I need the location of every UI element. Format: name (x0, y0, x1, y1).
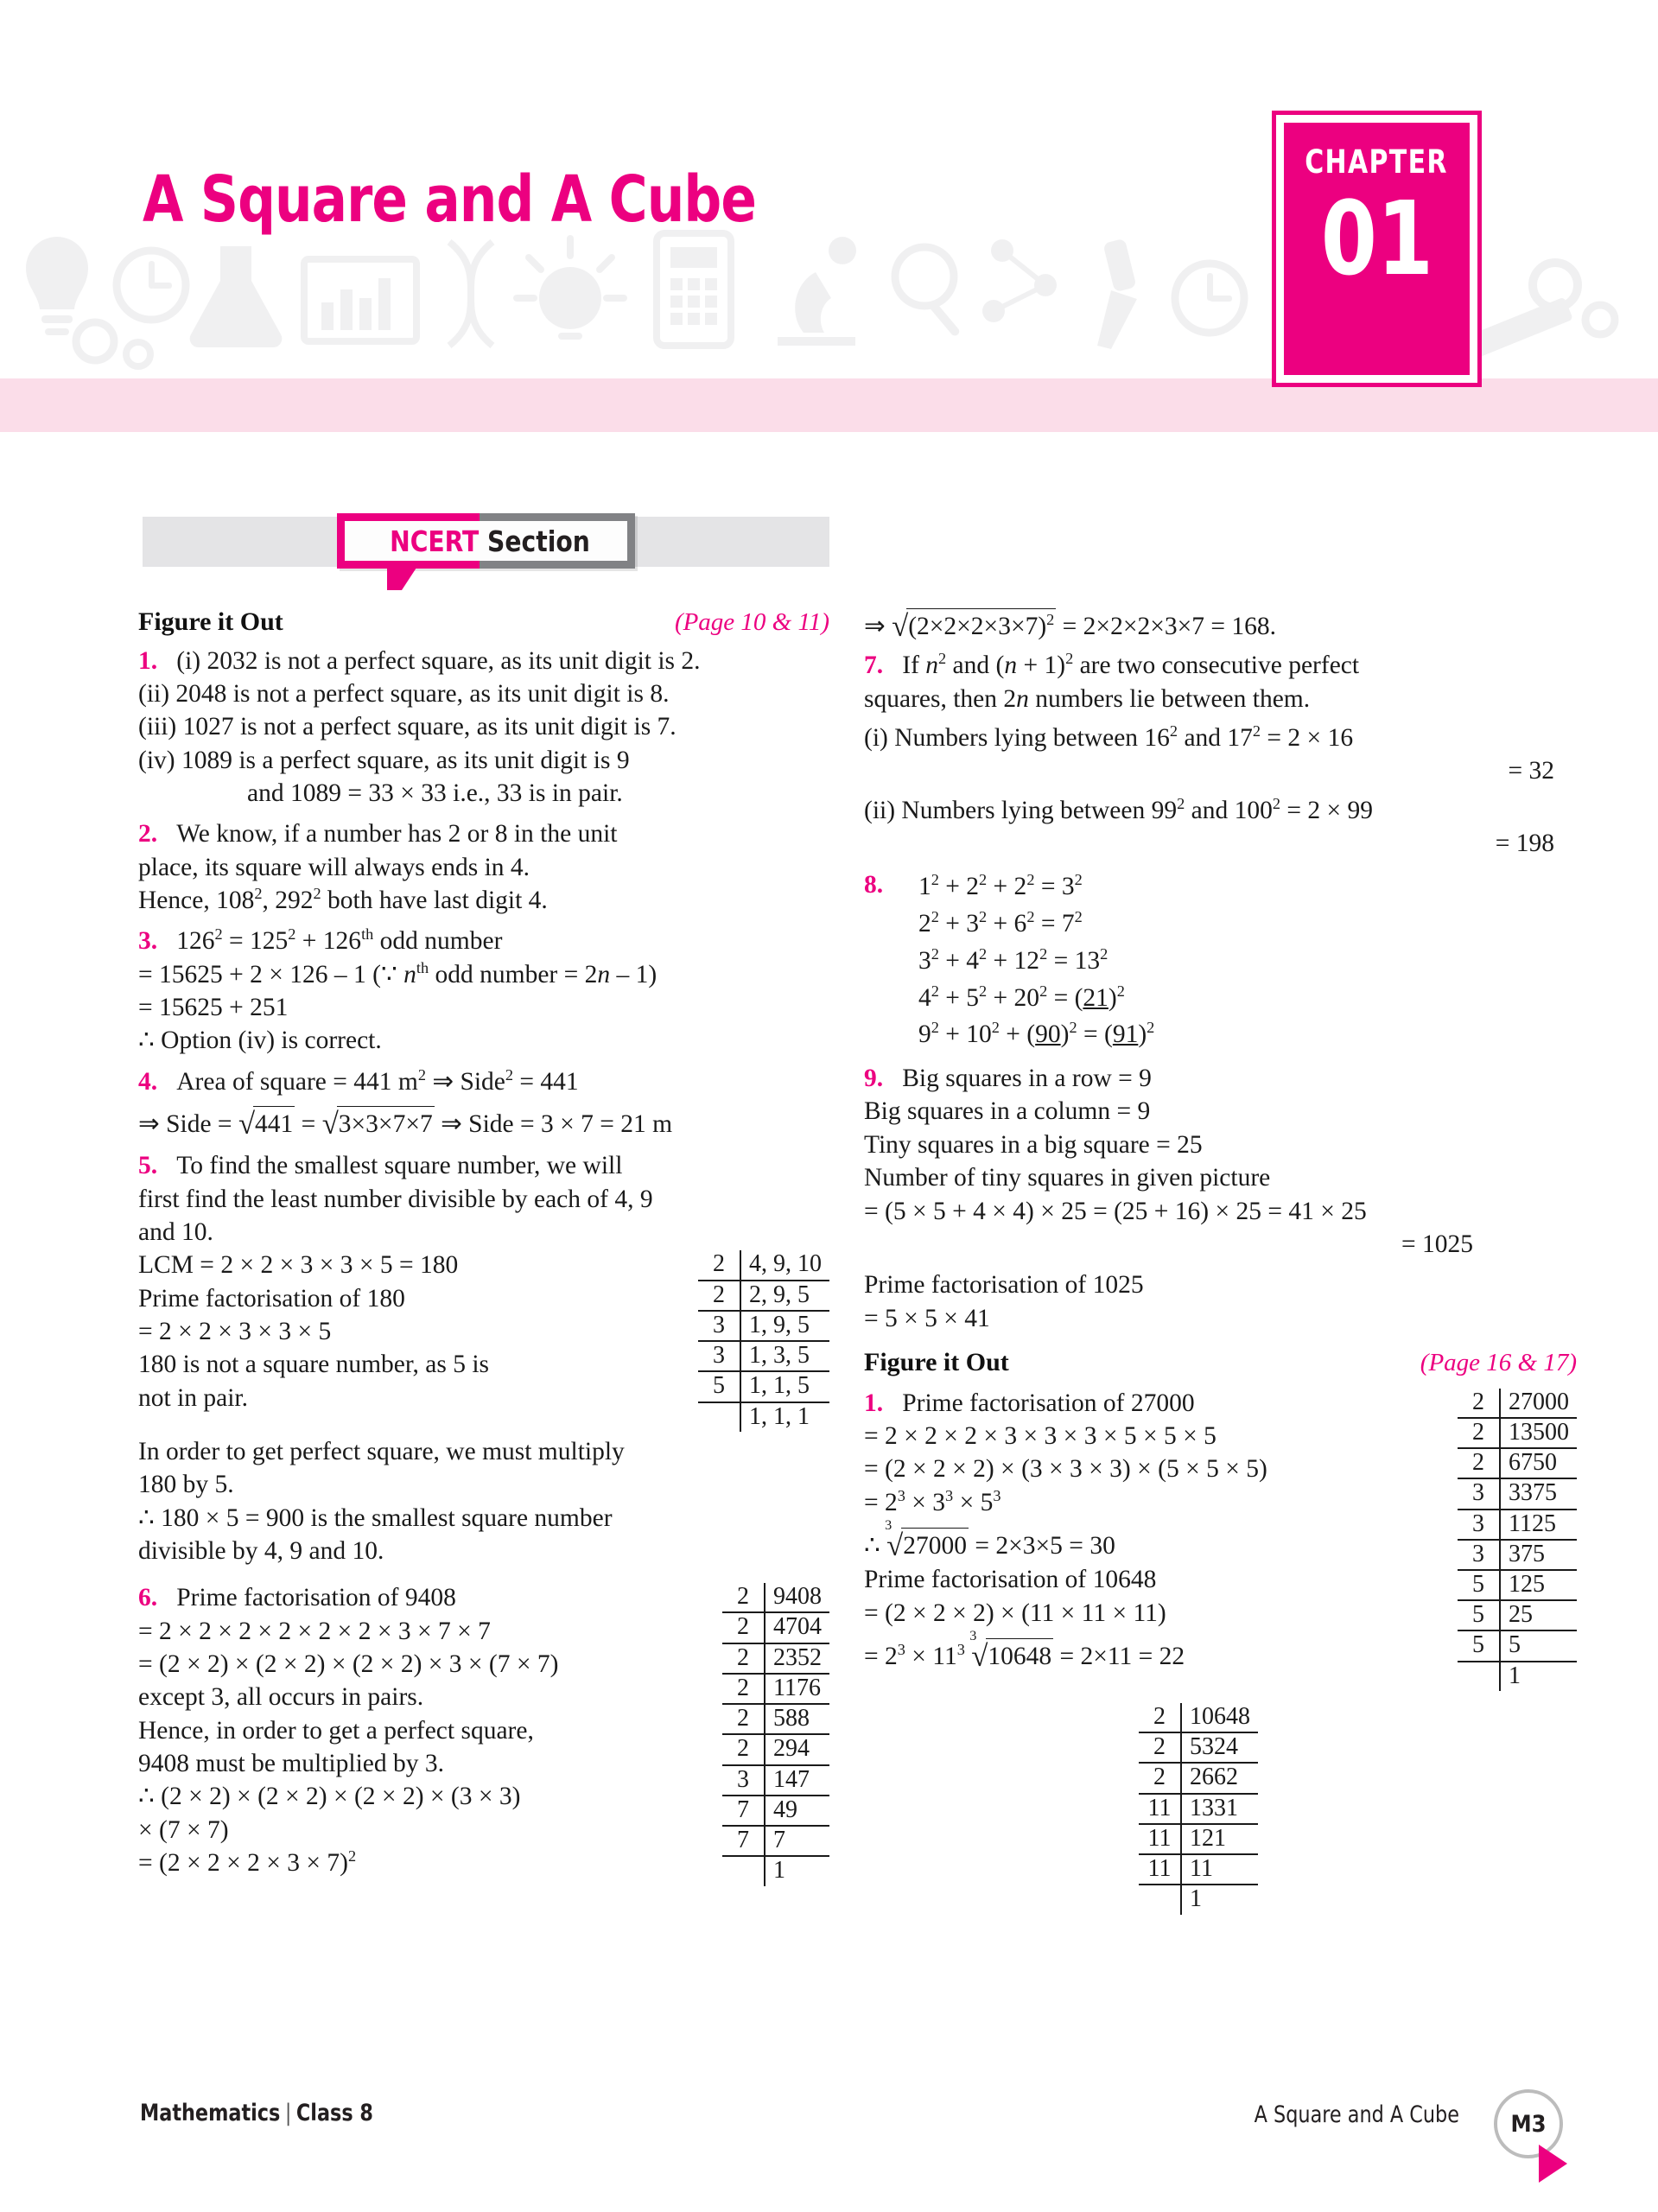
table-row (1458, 1630, 1577, 1661)
division-table-divisor: 2 (1458, 1418, 1500, 1448)
ncert-label-secondary: Section (487, 524, 590, 558)
ncert-pointer-icon (387, 568, 416, 590)
answer-text: Area of square = 441 m (176, 1067, 418, 1096)
answer-2: 2. We know, if a number has 2 or 8 in the unit place, its square will always ends in 4. Hence, $108^2$, $292^2$ both have last digit 4. (138, 820, 618, 915)
answer-text: = 2 × 2 × 2 × 3 × 3 × 3 × 5 × 5 × 5 (864, 1421, 1217, 1450)
division-table-divisor: 11 (1139, 1854, 1181, 1885)
ordinal-suffix: th (361, 925, 374, 944)
equation-line: $4^2 + 5^2 + 20^2 = (21)^2$ (918, 982, 1125, 1012)
table-row (1458, 1570, 1577, 1600)
table-row (698, 1402, 829, 1432)
left-column (138, 605, 829, 1890)
division-table-quotient: 1 (1190, 1885, 1202, 1913)
answer-text: × 3 (905, 1488, 946, 1516)
division-table-quotient: 7 (765, 1826, 829, 1856)
table-row (722, 1765, 829, 1796)
answer-text: ⇒ Side = (138, 1110, 238, 1139)
equation-list (918, 868, 1154, 1053)
answer-text: In order to get perfect square, we must multiply (138, 1437, 625, 1465)
answer-text: = 125 (222, 927, 289, 956)
footer-left (140, 2100, 373, 2126)
division-table-divisor: 5 (698, 1371, 740, 1402)
answer-text: (i) Numbers lying between 16 (864, 723, 1170, 752)
variable-n: n (1016, 684, 1029, 713)
division-table-divisor: 2 (1458, 1448, 1500, 1478)
answer-text: ⇒ Side (425, 1067, 505, 1096)
answer-1 (138, 645, 829, 810)
division-table-divisor: 2 (722, 1734, 765, 1764)
answer-number: 8. (864, 871, 884, 899)
page-number-badge: M3 (1494, 2089, 1563, 2158)
exponent: 2 (1046, 611, 1055, 629)
table-row (698, 1250, 829, 1280)
division-table-divisor: 2 (1458, 1389, 1500, 1418)
cube-root-icon: 3 √27000 (885, 1516, 968, 1562)
division-table-divisor: 2 (698, 1281, 740, 1311)
division-table-divisor: 2 (1139, 1703, 1181, 1732)
section-pages: (Page 16 & 17) (1420, 1348, 1577, 1376)
answer-text: odd number = 2 (429, 960, 598, 988)
answer-text: = 2 × 2 × 2 × 2 × 2 × 2 × 3 × 7 × 7 (138, 1617, 491, 1645)
division-table-quotient: 25 (1500, 1600, 1577, 1630)
division-table-quotient: 1 (773, 1857, 785, 1885)
division-table-quotient: 1176 (765, 1674, 829, 1704)
answer-text: = (5 × 5 + 4 × 4) × 25 = (25 + 16) × 25 = 41 × 25 (864, 1197, 1367, 1225)
division-table-quotient: 1 (1509, 1662, 1521, 1689)
answer-s2-1: 2 27000 2 13500 2 6750 3 3375 3 1125 3 375 5 125 5 25 5 5 1 1. Prime factorisation of 27000 = 2 × 2 × 2 × 3 × 3 × 3 × 5 × 5 × 5 = (2 × 2 × 2) × (3 × 3 × 3) × (5 × 5 × 5) = $2^3 \times 3^3 \times 5^3$ ∴ 3 √27000 = 2×3×5 = 30 Prime factorisation of 10648 = (2 × 2 × 2) × (11 × 11 × 11) = $2^3 \times 11^3$ 3 √10648 = 2×11 = 22 2 10648 2 5324 2 2662 11 1331 11 121 11 11 1 (864, 1387, 1577, 1915)
answer-text: ⇒ (864, 613, 893, 640)
answer-text: = 15625 + 2 × 126 – 1 (∵ (138, 960, 404, 988)
answer-text: = 2×11 = 22 (1053, 1642, 1185, 1670)
division-table-10648 (1139, 1703, 1258, 1915)
variable-n: n (925, 652, 939, 680)
division-table-quotient: 2352 (765, 1643, 829, 1674)
answer-number: 9. (864, 1065, 884, 1093)
answer-9 (864, 1062, 1577, 1335)
answer-text: first find the least number divisible by each of 4, 9 (138, 1185, 653, 1213)
page-arrow-icon (1539, 2145, 1567, 2183)
division-table-quotient: 27000 (1500, 1389, 1577, 1418)
answer-3: 3. $126^2 = 125^2 + 126th$ odd number = 15625 + 2 × 126 – 1 (∵ $n^{th}$ odd number = 2n – 1) = 15625 + 251 ∴ Option (iv) is correct. (138, 925, 657, 1055)
table-row (1139, 1854, 1258, 1885)
division-table-divisor: 3 (698, 1341, 740, 1371)
answer-text: Number of tiny squares in given picture (864, 1164, 1271, 1192)
answer-text: not in pair. (138, 1383, 249, 1412)
division-table-divisor (1458, 1662, 1500, 1691)
answer-8 (864, 868, 1577, 1053)
table-row (1458, 1478, 1577, 1509)
equation-line: $9^2 + 10^2 + (90)^2 = (91)^2$ (918, 1019, 1155, 1049)
table-row (698, 1341, 829, 1371)
page-header (0, 0, 1658, 432)
division-table-body (698, 1250, 829, 1431)
answer-7: 7. If $n^2$ and $(n + 1)^2$ are two consecutive perfect squares, then 2n numbers lie between them. (i) Numbers lying between $16^2$ and $17^2 = 2 \times 16$ = 32 (ii) Numbers lying between $99^2$ and $100^2 = 2 \times 99$ = 198 (864, 650, 1554, 857)
answer-text: (ii) Numbers lying between 99 (864, 796, 1178, 824)
division-table-divisor (1139, 1885, 1181, 1914)
answer-text: = 15625 + 251 (138, 994, 289, 1022)
table-row (1458, 1389, 1577, 1418)
table-row (1139, 1703, 1258, 1732)
answer-text: × 11 (905, 1642, 957, 1670)
answer-text: and ( (946, 652, 1005, 680)
square-root-icon: √3×3×7×7 (321, 1107, 433, 1141)
variable-n: n (597, 960, 611, 988)
answer-text: odd number (373, 927, 503, 956)
answer-text: both have last digit 4. (321, 887, 548, 915)
answer-text: numbers lie between them. (1028, 684, 1311, 713)
section-header-2 (864, 1345, 1577, 1380)
division-table-quotient: 147 (765, 1765, 829, 1796)
division-table-body (1139, 1703, 1258, 1915)
section-title: Figure it Out (138, 607, 283, 636)
footer-subject: Mathematics (140, 2100, 281, 2126)
continued-equation (864, 605, 1577, 644)
page-footer (0, 2100, 1658, 2195)
equation-line: $1^2 + 2^2 + 2^2 = 3^2$ (918, 871, 1083, 901)
division-table-lcm (698, 1250, 829, 1431)
table-row (722, 1674, 829, 1704)
answer-text: and 100 (1185, 796, 1273, 824)
division-table-quotient: 13500 (1500, 1418, 1577, 1448)
answer-text: To find the smallest square number, we will (176, 1152, 623, 1180)
right-column (864, 605, 1577, 1923)
variable-n: n (403, 960, 416, 988)
ordinal-suffix: th (416, 958, 429, 976)
answer-number: 3. (138, 927, 158, 956)
answer-text: ⇒ Side = 3 × 7 = 21 m (434, 1110, 673, 1139)
chapter-badge-label: CHAPTER (1305, 143, 1449, 181)
division-table-divisor: 2 (722, 1643, 765, 1674)
division-table-quotient: 1, 3, 5 (740, 1341, 829, 1371)
answer-text: = (2 × 2 × 2 × 3 × 7) (138, 1848, 348, 1877)
division-table-27000 (1458, 1389, 1577, 1691)
answer-text: LCM = 2 × 2 × 3 × 3 × 5 = 180 (138, 1251, 459, 1280)
square-root-icon: $√(2\times 2\times 2\times 3\times 7)^2$ (892, 609, 1055, 643)
division-table-quotient: 49 (765, 1796, 829, 1826)
answer-text: = 2 × 16 (1261, 723, 1354, 752)
division-table-9408 (722, 1583, 829, 1885)
division-table-divisor (722, 1856, 765, 1885)
division-table-quotient: 1, 1, 1 (749, 1402, 810, 1430)
division-table-divisor: 2 (1139, 1732, 1181, 1763)
answer-text: = (2 × 2) × (2 × 2) × (2 × 2) × 3 × (7 × 7) (138, 1649, 559, 1678)
footer-class: Class 8 (295, 2100, 373, 2126)
answer-number: 5. (138, 1152, 158, 1180)
answer-text: (iii) 1027 is not a perfect square, as its unit digit is 7. (138, 713, 677, 741)
division-table-divisor: 3 (698, 1311, 740, 1341)
answer-text: × (7 × 7) (138, 1815, 229, 1844)
answer-text: , 292 (262, 887, 314, 915)
answer-text: ∴ (2 × 2) × (2 × 2) × (2 × 2) × (3 × 3) (138, 1783, 521, 1811)
answer-text: = 2×2×2×3×7 = 168. (1056, 613, 1276, 640)
division-table-quotient: 4, 9, 10 (740, 1250, 829, 1280)
answer-text: squares, then 2 (864, 684, 1017, 713)
table-row (1458, 1540, 1577, 1570)
division-table-quotient: 5 (1500, 1630, 1577, 1661)
division-table-body (1458, 1389, 1577, 1691)
table-row (1139, 1824, 1258, 1854)
section-header-1 (138, 605, 829, 639)
division-table-divisor: 2 (698, 1250, 740, 1280)
table-row (698, 1281, 829, 1311)
division-table-quotient: 1, 1, 5 (740, 1371, 829, 1402)
division-table-quotient: 1125 (1500, 1510, 1577, 1540)
answer-text: ∴ 180 × 5 = 900 is the smallest square number (138, 1503, 613, 1532)
division-table-quotient: 1331 (1181, 1794, 1258, 1824)
answer-text: = 2 (864, 1488, 898, 1516)
division-table-quotient: 11 (1181, 1854, 1258, 1885)
table-row (1458, 1510, 1577, 1540)
answer-text: Big squares in a column = 9 (864, 1097, 1151, 1126)
division-table-quotient: 294 (765, 1734, 829, 1764)
answer-text: We know, if a number has 2 or 8 in the unit (176, 820, 618, 849)
division-table-quotient: 10648 (1181, 1703, 1258, 1732)
answer-5 (138, 1149, 829, 1567)
answer-text: = 2 × 99 (1280, 796, 1374, 824)
table-row (1139, 1732, 1258, 1763)
answer-text: ∴ Option (iv) is correct. (138, 1027, 382, 1055)
answer-text: = 441 (513, 1067, 579, 1096)
answer-text: = 2 × 2 × 3 × 3 × 5 (138, 1318, 332, 1346)
division-table-divisor: 2 (722, 1612, 765, 1643)
answer-number: 1. (864, 1389, 884, 1417)
table-row (1139, 1885, 1258, 1914)
ncert-section-badge (143, 513, 829, 575)
answer-text: and 1089 = 33 × 33 i.e., 33 is in pair. (247, 779, 623, 808)
answer-text: and 17 (1178, 723, 1253, 752)
answer-text: Prime factorisation of 10648 (864, 1566, 1157, 1594)
answer-text: Prime factorisation of 1025 (864, 1271, 1144, 1300)
division-table-divisor: 2 (722, 1704, 765, 1734)
ncert-label-box (337, 513, 635, 569)
answer-text: + 126 (295, 927, 362, 956)
division-table-divisor: 7 (722, 1826, 765, 1856)
footer-chapter-name: A Square and A Cube (1254, 2101, 1459, 2128)
answer-text: 180 is not a square number, as 5 is (138, 1351, 490, 1379)
variable-n: n (1004, 652, 1018, 680)
division-table-quotient: 125 (1500, 1570, 1577, 1600)
answer-text: Prime factorisation of 9408 (176, 1584, 456, 1612)
division-table-quotient: 121 (1181, 1824, 1258, 1854)
table-row (722, 1643, 829, 1674)
table-row (1139, 1794, 1258, 1824)
division-table-divisor: 3 (1458, 1510, 1500, 1540)
table-row (1458, 1600, 1577, 1630)
answer-4: 4. Area of square = 441 $m^2$ ⇒ Side$^2$ = 441 ⇒ Side = √441 = √3×3×7×7 ⇒ Side = 3 × 7 = 21 m (138, 1065, 673, 1141)
table-row (722, 1612, 829, 1643)
answer-text: Prime factorisation of 27000 (902, 1389, 1195, 1417)
answer-text: (ii) 2048 is not a perfect square, as its unit digit is 8. (138, 680, 670, 709)
division-table-divisor: 5 (1458, 1630, 1500, 1661)
cube-root-icon: 3 √10648 (969, 1627, 1052, 1673)
table-row (722, 1583, 829, 1612)
answer-number: 4. (138, 1067, 158, 1096)
answer-text: × 5 (953, 1488, 994, 1516)
answer-text: 126 (176, 927, 215, 956)
answer-text: ∴ (864, 1531, 887, 1560)
answer-text: Hence, in order to get a perfect square, (138, 1716, 534, 1745)
header-pink-band (0, 378, 1658, 432)
division-table-divisor: 3 (1458, 1540, 1500, 1570)
table-row (722, 1856, 829, 1885)
division-table-quotient: 588 (765, 1704, 829, 1734)
table-row (1458, 1448, 1577, 1478)
division-table-quotient: 1, 9, 5 (740, 1311, 829, 1341)
answer-text: Prime factorisation of 180 (138, 1284, 405, 1313)
answer-text: = (2 × 2 × 2) × (11 × 11 × 11) (864, 1599, 1166, 1627)
answer-text: = 5 × 5 × 41 (864, 1304, 990, 1332)
answer-result: = 1025 (1401, 1230, 1473, 1258)
answer-text: If (902, 652, 926, 680)
answer-result: = 198 (1495, 829, 1554, 857)
section-pages: (Page 10 & 11) (674, 608, 829, 636)
division-table-divisor: 5 (1458, 1570, 1500, 1600)
answer-text: are two consecutive perfect (1073, 652, 1360, 680)
division-table-divisor: 3 (722, 1765, 765, 1796)
table-row (722, 1734, 829, 1764)
answer-text: = (2 × 2 × 2) × (3 × 3 × 3) × (5 × 5 × 5) (864, 1455, 1267, 1484)
answer-number: 6. (138, 1584, 158, 1612)
division-table-quotient: 5324 (1181, 1732, 1258, 1763)
division-table-quotient: 9408 (765, 1583, 829, 1612)
table-row (1139, 1763, 1258, 1793)
division-table-divisor: 5 (1458, 1600, 1500, 1630)
division-table-divisor: 11 (1139, 1794, 1181, 1824)
answer-text: = 2 (864, 1642, 898, 1670)
division-table-quotient: 6750 (1500, 1448, 1577, 1478)
table-row (722, 1796, 829, 1826)
table-row (698, 1311, 829, 1341)
division-table-divisor: 11 (1139, 1824, 1181, 1854)
division-table-divisor: 2 (722, 1583, 765, 1612)
answer-text: – 1) (610, 960, 657, 988)
answer-text: Big squares in a row = 9 (902, 1065, 1152, 1093)
division-table-quotient: 4704 (765, 1612, 829, 1643)
table-row (698, 1371, 829, 1402)
chapter-badge (1276, 115, 1477, 383)
table-row (722, 1704, 829, 1734)
answer-text: (iv) 1089 is a perfect square, as its unit digit is 9 (138, 746, 630, 774)
answer-result: = 32 (1508, 757, 1554, 785)
table-row (722, 1826, 829, 1856)
answer-text: 180 by 5. (138, 1471, 234, 1499)
chapter-badge-number: 01 (1320, 179, 1433, 298)
ncert-label-primary: NCERT (390, 524, 480, 558)
table-row (1458, 1418, 1577, 1448)
division-table-quotient: 2662 (1181, 1763, 1258, 1793)
division-table-divisor: 7 (722, 1796, 765, 1826)
answer-text: Hence, 108 (138, 887, 255, 915)
answer-number: 1. (138, 646, 158, 675)
answer-text: + 1) (1017, 652, 1066, 680)
answer-text: Tiny squares in a big square = 25 (864, 1130, 1203, 1159)
answer-text: and 10. (138, 1218, 213, 1247)
equation-line: $2^2 + 3^2 + 6^2 = 7^2$ (918, 908, 1083, 938)
answer-text: (i) 2032 is not a perfect square, as its unit digit is 2. (176, 646, 701, 675)
division-table-quotient: 375 (1500, 1540, 1577, 1570)
section-title: Figure it Out (864, 1347, 1009, 1376)
division-table-quotient: 2, 9, 5 (740, 1281, 829, 1311)
answer-number: 7. (864, 652, 884, 680)
answer-text: divisible by 4, 9 and 10. (138, 1536, 384, 1565)
answer-text: except 3, all occurs in pairs. (138, 1683, 424, 1712)
answer-number: 2. (138, 820, 158, 849)
division-table-divisor: 2 (722, 1674, 765, 1704)
division-table-divisor: 3 (1458, 1478, 1500, 1509)
equation-line: $3^2 + 4^2 + 12^2 = 13^2$ (918, 945, 1109, 975)
page-title: A Square and A Cube (143, 162, 756, 237)
table-row (1458, 1662, 1577, 1691)
answer-text: 9408 must be multiplied by 3. (138, 1749, 444, 1777)
division-table-quotient: 3375 (1500, 1478, 1577, 1509)
footer-separator: | (284, 2100, 292, 2126)
answer-6: 2 9408 2 4704 2 2352 2 1176 2 588 2 294 3 147 7 49 7 7 1 6. Prime factorisation of 9408 = 2 × 2 × 2 × 2 × 2 × 2 × 3 × 7 × 7 = (2 × 2) × (2 × 2) × (2 × 2) × 3 × (7 × 7) except 3, all occurs in pairs. Hence, in order to get a perfect square, 9408 must be multiplied by 3. ∴ (2 × 2) × (2 × 2) × (2 × 2) × (3 × 3) × (7 × 7) = $(2 \times 2 \times 2 \times 3 \times 7)^2$ (138, 1581, 829, 1879)
division-table-divisor (698, 1402, 740, 1432)
answer-text: = 2×3×5 = 30 (969, 1531, 1115, 1560)
answer-text: = (295, 1110, 322, 1139)
square-root-icon: √441 (238, 1107, 294, 1141)
division-table-body (722, 1583, 829, 1885)
answer-text: place, its square will always ends in 4. (138, 853, 530, 881)
division-table-divisor: 2 (1139, 1763, 1181, 1793)
